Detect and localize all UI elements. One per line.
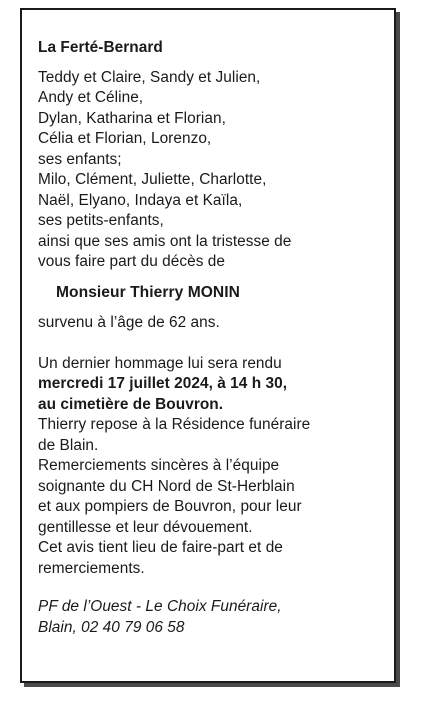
thanks-line: Cet avis tient lieu de faire-part et de [38, 539, 283, 556]
rest-line: de Blain. [38, 436, 99, 454]
rest-line: Thierry repose à la Résidence funéraire [38, 416, 311, 433]
family-line: vous faire part du décès de [38, 253, 226, 270]
thanks-line: gentillesse et leur dévouement. [38, 518, 253, 536]
tribute-intro: Un dernier hommage lui sera rendu [38, 354, 282, 372]
tribute-place: au cimetière de Bouvron. [38, 395, 224, 413]
thanks-line: remerciements. [38, 559, 145, 577]
family-line: ses petits-enfants, [38, 212, 164, 229]
thanks-line: soignante du CH Nord de St-Herblain [38, 477, 295, 495]
family-line: ses enfants; [38, 150, 122, 168]
spacer [38, 334, 383, 354]
family-line: Teddy et Claire, Sandy et Julien, [38, 68, 261, 86]
family-line: Naël, Elyano, Indaya et Kaïla, [38, 191, 243, 209]
family-line: Célia et Florian, Lorenzo, [38, 130, 212, 147]
family-line: ainsi que ses amis ont la tristesse de [38, 232, 292, 250]
notice-content [38, 38, 383, 638]
thanks-line: et aux pompiers de Bouvron, pour leur [38, 498, 302, 515]
funeral-home-line: Blain, 02 40 79 06 58 [38, 618, 185, 636]
town-heading: La Ferté-Bernard [38, 39, 163, 56]
age-line: survenu à l’âge de 62 ans. [38, 314, 220, 331]
funeral-home-line: PF de l’Ouest - Le Choix Funéraire, [38, 598, 282, 615]
family-list [38, 68, 383, 273]
tribute-date: mercredi 17 juillet 2024, à 14 h 30, [38, 375, 288, 392]
funeral-home-signature [38, 597, 383, 638]
family-line: Dylan, Katharina et Florian, [38, 109, 226, 127]
thanks-line: Remerciements sincères à l’équipe [38, 457, 280, 474]
family-line: Milo, Clément, Juliette, Charlotte, [38, 171, 267, 188]
family-line: Andy et Céline, [38, 89, 144, 106]
deceased-name: Monsieur Thierry MONIN [56, 283, 240, 301]
